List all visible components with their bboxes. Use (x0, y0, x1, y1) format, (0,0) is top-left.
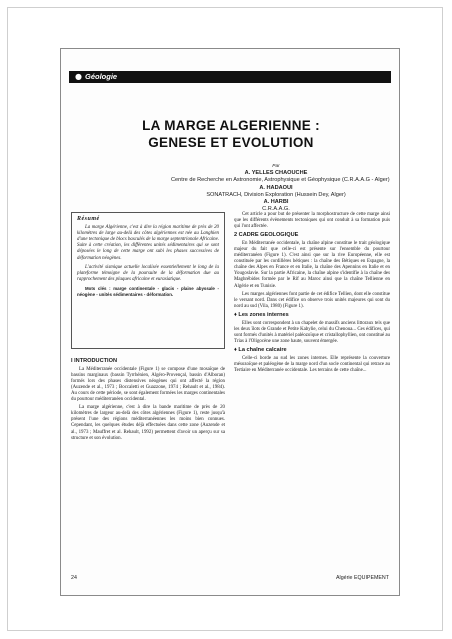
author-affiliation-1: Centre de Recherche en Astronomie, Astrophysique et Géophysique (C.R.A.A.G - Alger) (171, 177, 390, 184)
author-affiliation-3: C.R.A.A.G. (262, 206, 290, 213)
author-name-2: A. HADAOUI (259, 184, 293, 191)
intro-paragraph-1: La Méditerranée occidentale (Figure 1) se compose d'une mosaïque de bassins marginaux (bassin Tyrrhénien, Algéro-Provençal, bassin d'Alboran) formés lors des phases distensives néogènes qui ont affecté la région (Auzende et al., 1973 ; Boccaletti et Guazzone, 1974 ; Rehault et al., 1984). Au cours de cette période, se sont également formées les marges continentales du pourtour méditerranéen occidental. (71, 367, 225, 403)
abstract-box (71, 212, 225, 349)
geology-heading: 2 CADRE GEOLOGIQUE (234, 232, 299, 239)
limestone-chain-heading: ♦ La chaîne calcaire (234, 346, 287, 353)
abstract-heading: Résumé (77, 216, 100, 222)
section-banner (69, 71, 391, 83)
journal-name: Algérie EQUIPEMENT (336, 575, 389, 581)
right-paragraph-4: Celle-ci borde au sud les zones internes. Elle représente la couverture mésozoïque et paléogène de la marge nord d'un socle continental qui retrace au Tertiaire en Méditerranée occidentale. Les terrains de cette chaîne... (234, 355, 390, 374)
abstract-paragraph-2: L'activité sismique actuelle localisée essentiellement le long de la plateforme témoigne de la poursuite de la déformation due au rapprochement des plaques africaine et eurasiatique. (77, 264, 219, 282)
intro-paragraph-2: La marge algérienne, c'est à dire la bande maritime de près de 20 kilomètres de largeur au-delà des côtes algériennes (Figure 1), reste jusqu'à présent l'une des régions méditerranéennes les moins bien connues. Cependant, les quelques études déjà effectuées dans cette zone (Auzende et al., 1973 ; Mauffret et al. Rehault, 1992) permettent d'avoir un aperçu sur sa structure et son évolution. (71, 405, 225, 441)
right-paragraph-2: Les marges algériennes font partie de cet édifice Tellien, dont elle constitue le versant nord. Dans cet édifice on observe trois unités majeures qui sont du nord au sud (Vila, 1980) (Figure 1). (234, 291, 390, 309)
article-title-line-1: LA MARGE ALGERIENNE : (142, 118, 320, 133)
author-block (171, 163, 390, 213)
right-column (234, 212, 390, 376)
page-number: 24 (71, 575, 77, 581)
by-label: Par (272, 164, 280, 169)
right-paragraph-1: En Méditerranée occidentale, la chaîne alpine constitue le trait géologique majeur du fait que celle-ci est présente sur l'ensemble du pourtour méditerranéen (Figure 1). C'est ainsi que sur la rive Européenne, elle est constituée par les cordillères bétiques : la chaîne des Bétiques en Espagne, la chaîne des Alpes en France et en Italie, la chaîne des Apennins en Italie et en Yougoslavie. Sur la partie Africaine, la chaîne alpine s'identifie à la chaîne des Maghrébides formée par le Rif au Maroc ainsi que la chaîne Tellienne en Algérie et en Tunisie. (234, 241, 390, 289)
abstract-keywords: Mots clés : marge continentale - glacis - plaine abyssale - néogène - unités sédimentaires - déformation. (77, 285, 219, 297)
author-affiliation-2: SONATRACH, Division Exploration (Hussein Dey, Alger) (206, 191, 346, 198)
bullet-icon: ● (75, 72, 82, 81)
introduction-heading: I INTRODUCTION (71, 358, 117, 364)
author-name-3: A. HARBI (263, 199, 289, 206)
right-paragraph-3: Elles sont correspondent à un chapelet de massifs anciens littoraux tels que les deux îlots de Grande et Petite Kabylie, celui du Chenoua... Ces édifices, qui sont formés d'unités à matériel paléozoïque et cristallophyllien, ont constitué au Trias à l'Oligocène une zone haute, souvent émergée. (234, 320, 390, 344)
article-title-line-2: GENESE ET EVOLUTION (148, 135, 314, 150)
right-paragraph-0: Cet article a pour but de présenter la morphostructure de cette marge ainsi que les différents évènements tectoniques qui ont conduit à sa formation puis qui l'ont affectée. (234, 212, 390, 230)
author-name-1: A. YELLES CHAOUCHE (244, 170, 308, 177)
abstract-paragraph-1: La marge Algérienne, c'est à dire la région maritime de près de 20 kilomètres de large au-delà des côtes algériennes est née au Langhien d'une tectonique de blocs basculés de la marge septentrionale Africaine. Suite à cette création, les différentes unités sédimentaires qui se sont déposées le long de cette marge ont subi les phases successives de déformation néogènes. (77, 225, 219, 261)
left-column (71, 356, 225, 444)
document-page (60, 48, 400, 596)
internal-zones-heading: ♦ Les zones internes (234, 311, 289, 318)
section-label: Géologie (85, 72, 118, 81)
